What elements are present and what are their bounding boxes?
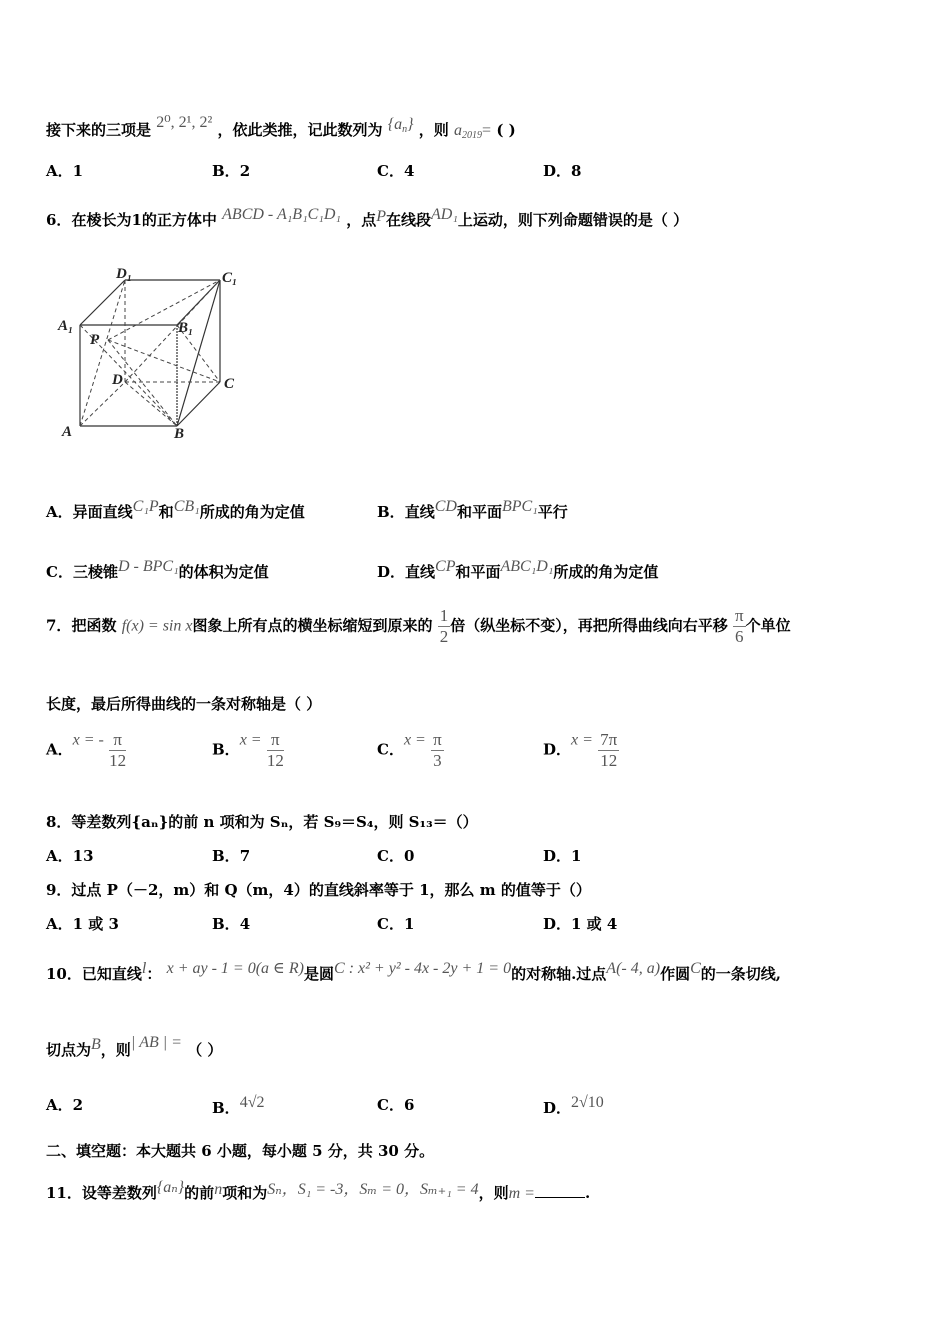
q5-an: $\{a_n\}$	[387, 116, 414, 135]
q7-fraction-half: $\frac{1}{2}$	[439, 606, 449, 646]
q9-option-c[interactable]: C．1	[377, 915, 415, 933]
q9-option-d[interactable]: D．1 或 4	[543, 915, 618, 933]
q10-option-a[interactable]: A．2	[46, 1096, 84, 1114]
q8-stem: 8．等差数列{aₙ}的前 n 项和为 Sₙ，若 S₉＝S₄，则 S₁₃＝（）	[46, 813, 478, 831]
q5-a2019: $a_{2019}$	[454, 122, 483, 141]
q6-option-a[interactable]: A．异面直线C₁P和CB₁所成的角为定值	[46, 498, 305, 521]
q7-option-c[interactable]: C．x = $\frac{\pi}{3}$	[377, 730, 442, 770]
label-b: B	[174, 426, 185, 442]
label-a1: A₁	[58, 318, 74, 334]
q10-option-c[interactable]: C．6	[377, 1096, 415, 1114]
cube-figure	[50, 258, 250, 443]
q9-stem: 9．过点 P（－2，m）和 Q（m，4）的直线斜率等于 1，那么 m 的值等于（）	[46, 881, 591, 899]
q5-option-c[interactable]: C．4	[377, 162, 415, 180]
q5-option-b[interactable]: B．2	[212, 162, 251, 180]
label-b1: B₁	[178, 320, 194, 336]
label-p: P	[90, 332, 100, 348]
seg-db	[125, 382, 177, 426]
label-d1: D₁	[116, 266, 133, 282]
q7-option-b[interactable]: B．x = $\frac{\pi}{12}$	[212, 730, 284, 770]
q9-option-b[interactable]: B．4	[212, 915, 251, 933]
q8-option-a[interactable]: A．13	[46, 847, 94, 865]
q10-stem: 10．已知直线l： x + ay - 1 = 0(a ∈ R)是圆C : x² + y² - 4x - 2y + 1 = 0的对称轴.过点A(- 4, a)作圆C的一条切线,	[46, 960, 781, 983]
q7-stem: 7．把函数 f(x) = sin x图象上所有点的横坐标缩短到原来的 $\frac{1}{2}$ 倍（纵坐标不变），再把所得曲线向右平移 $\frac{\pi}{6}$ 个单位	[46, 606, 791, 646]
label-c1: C₁	[222, 270, 238, 286]
q8-option-c[interactable]: C．0	[377, 847, 415, 865]
q6-option-b[interactable]: B．直线CD和平面BPC₁平行	[377, 498, 568, 521]
q7-option-d[interactable]: D．x = $\frac{7\pi}{12}$	[543, 730, 618, 770]
q7-fraction-shift: $\frac{\pi}{6}$	[734, 606, 744, 646]
q10-option-d[interactable]: D．2√10	[543, 1094, 604, 1117]
q11-stem: 11．设等差数列{aₙ}的前n项和为Sₙ，S₁ = -3，Sₘ = 0，Sₘ₊₁ = 4，则m = .	[46, 1179, 591, 1202]
q5-stem: 接下来的三项是 2⁰, 2¹, 2² ，依此类推，记此数列为 $\{a_n\}$ ，则 $a_{2019}=$ ( )	[46, 114, 516, 141]
q7-option-a[interactable]: A．x = - $\frac{\pi}{12}$	[46, 730, 127, 770]
label-a: A	[62, 424, 73, 440]
q10-option-b[interactable]: B．4√2	[212, 1094, 265, 1117]
q7-stem-line2: 长度，最后所得曲线的一条对称轴是（ ）	[46, 695, 322, 713]
answer-blank[interactable]	[535, 1197, 585, 1198]
q8-option-b[interactable]: B．7	[212, 847, 251, 865]
label-d: D	[112, 372, 123, 388]
q6-option-d[interactable]: D．直线CP和平面ABC₁D₁所成的角为定值	[377, 558, 659, 581]
q10-stem-line2: 切点为B，则| AB | = （ ）	[46, 1034, 223, 1059]
q5-option-a[interactable]: A．1	[46, 162, 84, 180]
q9-option-a[interactable]: A．1 或 3	[46, 915, 119, 933]
q5-sequence: 2⁰, 2¹, 2²	[156, 114, 213, 131]
q5-option-d[interactable]: D．8	[543, 162, 582, 180]
q6-option-c[interactable]: C．三棱锥D - BPC₁的体积为定值	[46, 558, 269, 581]
q8-option-d[interactable]: D．1	[543, 847, 582, 865]
section-title: 二、填空题：本大题共 6 小题，每小题 5 分，共 30 分。	[46, 1142, 435, 1160]
label-c: C	[224, 376, 235, 392]
q6-stem: 6．在棱长为1的正方体中 ABCD - A₁B₁C₁D₁ ，点P在线段AD₁上运动，则下列命题错误的是（ ）	[46, 206, 689, 229]
